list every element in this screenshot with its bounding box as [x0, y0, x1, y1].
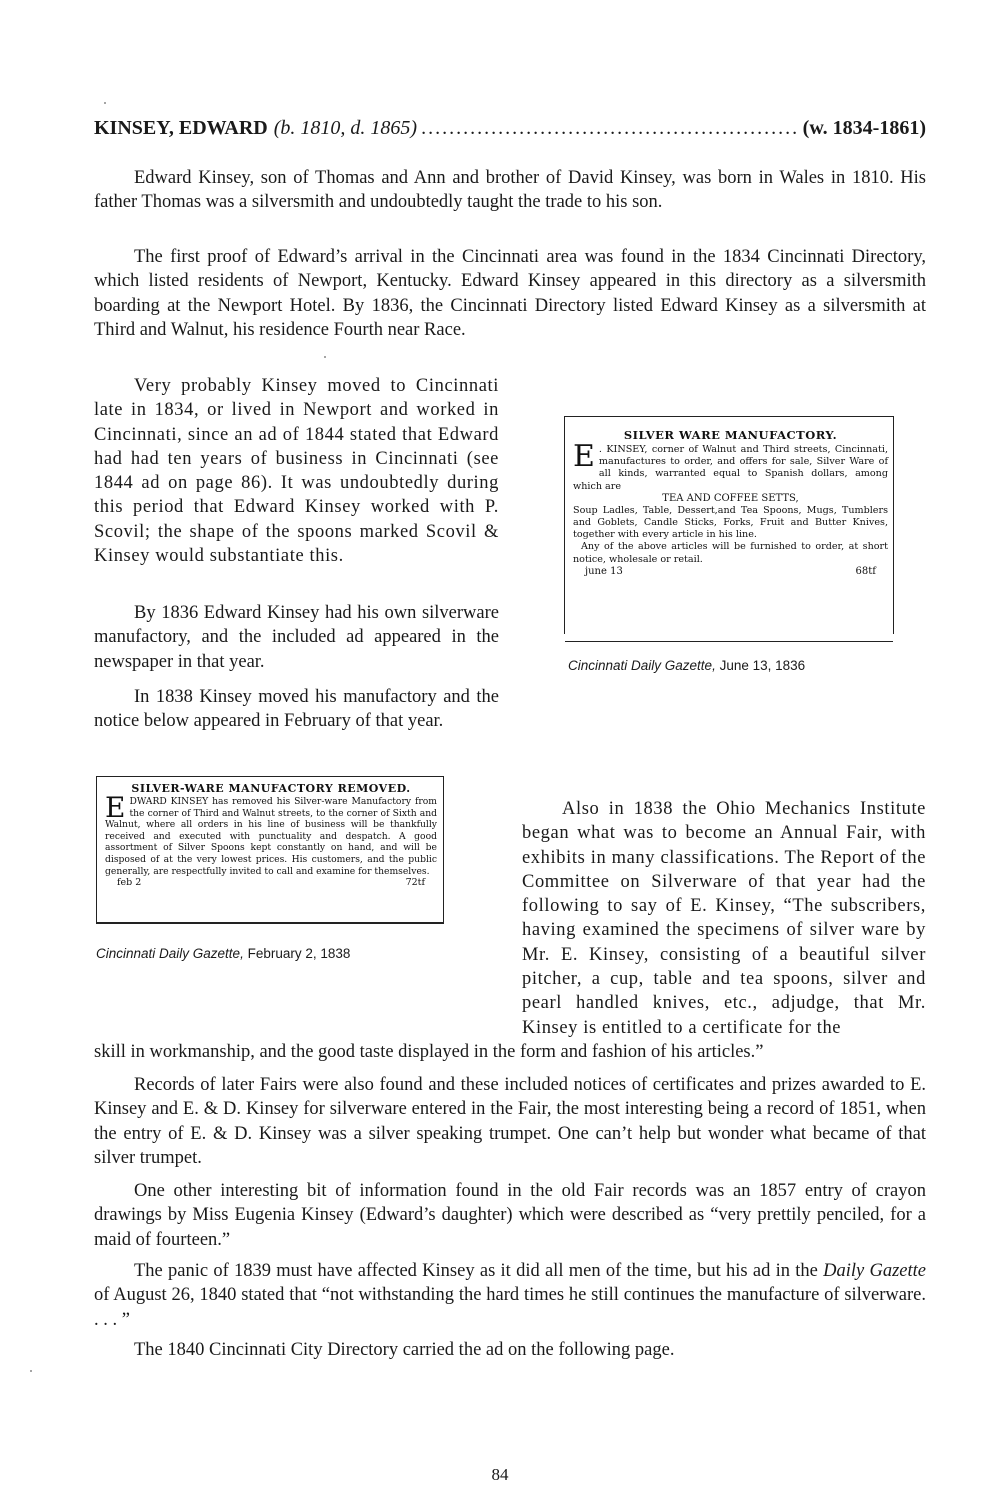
caption-1836	[568, 658, 805, 673]
paragraph-mechanics-institute-end: skill in workmanship, and the good taste displayed in the form and fashion of his articles.”	[94, 1042, 764, 1062]
ad-items: Soup Ladles, Table, Dessert,and Tea Spoons, Mugs, Tumblers and Goblets, Candle Sticks, Forks, Fruit and Butter Knives, together with every article in his line.	[573, 504, 888, 541]
print-speck	[104, 102, 106, 104]
clipping-rule	[97, 922, 443, 924]
ad-dropcap: E	[573, 439, 595, 474]
paragraph-panic-1839	[94, 1259, 926, 1332]
ad-body	[573, 439, 888, 493]
paragraph-manufactory: By 1836 Edward Kinsey had his own silverware manufactory, and the included ad appeared in the newspaper in that year.	[94, 603, 499, 672]
ad-code: 72tf	[405, 877, 425, 889]
ad-text: DWARD KINSEY has removed his Silver-ware Manufactory from the corner of Third and Walnut streets, to the corner of Sixth and Walnut, where all orders in his line of business will be thankfully received and executed with punctuality and despatch. A good assortment of Silver Spoons kept constantly on hand, and will be disposed of at the very lowest prices. His customers, and the public generally, are respectfully invited to call and examine for themselves.	[105, 796, 437, 877]
print-speck	[30, 1370, 32, 1372]
ad-text: . KINSEY, corner of Walnut and Third streets, Cincinnati, manufactures to order, and offers for sale, Silver Ware of all kinds, warranted equal to Spanish dollars, among which are	[573, 444, 888, 492]
ad-code: 68tf	[855, 565, 876, 577]
ad-date: june 13	[585, 565, 623, 577]
clipping-rule	[565, 641, 893, 642]
paragraph-1840-directory: The 1840 Cincinnati City Directory carried the ad on the following page.	[134, 1340, 675, 1360]
ad-closing: Any of the above articles will be furnished to order, at short notice, wholesale or retail.	[573, 541, 888, 565]
panic-text-end: of August 26, 1840 stated that “not withstanding the hard times he still continues the manufacture of silverware. . . . ”	[94, 1285, 926, 1330]
leader-dots	[421, 117, 799, 140]
paragraph-birth: Edward Kinsey, son of Thomas and Ann and brother of David Kinsey, was born in Wales in 1810. His father Thomas was a silversmith and undoubtedly taught the trade to his son.	[94, 168, 926, 213]
paragraph-newport: Very probably Kinsey moved to Cincinnati late in 1834, or lived in Newport and worked in Cincinnati, since an ad of 1844 stated that Edward had had ten years of business in Cincinnati (see 1844 ad on page 86). It was undoubtedly during this period that Edward Kinsey worked with P. Scovil; the shape of the spoons marked Scovil & Kinsey would substantiate this.	[94, 376, 499, 567]
print-speck	[324, 356, 326, 358]
ad-footer	[573, 566, 888, 577]
paragraph-later-fairs: Records of later Fairs were also found and these included notices of certificates and prizes awarded to E. Kinsey and E. & D. Kinsey for silverware entered in the Fair, the most interesting being a record of 1851, when the entry of E. & D. Kinsey was a silver speaking trumpet. One can’t help but wonder what became of that silver trumpet.	[94, 1075, 926, 1168]
ad-title: SILVER WARE MANUFACTORY.	[623, 428, 838, 442]
paragraph-mechanics-institute: Also in 1838 the Ohio Mechanics Institute began what was to become an Annual Fair, with exhibits in many classifications. The Report of the Committee on Silverware of that year had the following to say of E. Kinsey, “The subscribers, having examined the specimens of silver ware by Mr. E. Kinsey, consisting of a beautiful silver pitcher, a cup, table and tea spoons, silver and pearl handled knives, etc., adjudge, that Mr. Kinsey is entitled to a certificate for the	[522, 799, 926, 1038]
ad-dropcap: E	[105, 791, 126, 824]
page-number: 84	[491, 1465, 509, 1484]
paragraph-eugenia: One other interesting bit of information found in the old Fair records was an 1857 entry of crayon drawings by Miss Eugenia Kinsey (Edward’s daughter) which were described as “very prettily penciled, for a maid of fourteen.”	[94, 1181, 926, 1250]
ad-title: SILVER-WARE MANUFACTORY REMOVED.	[131, 782, 411, 795]
entry-life-dates: (b. 1810, d. 1865)	[273, 117, 418, 139]
caption-paper: Cincinnati Daily Gazette,	[568, 658, 716, 673]
entry-working-years: (w. 1834-1861)	[802, 117, 926, 139]
ad-footer	[105, 877, 437, 888]
clipping-rule	[97, 776, 443, 777]
paragraph-directory: The first proof of Edward’s arrival in the Cincinnati area was found in the 1834 Cincinnati Directory, which listed residents of Newport, Kentucky. Edward Kinsey appeared in this directory as a silversmith boarding at the Newport Hotel. By 1836, the Cincinnati Directory listed Edward Kinsey as a silversmith at Third and Walnut, his residence Fourth near Race.	[94, 247, 926, 340]
panic-newspaper-title: Daily Gazette	[823, 1261, 926, 1281]
advertisement-1838	[96, 776, 444, 924]
caption-date: June 13, 1836	[719, 658, 806, 673]
panic-text-start: The panic of 1839 must have affected Kinsey as it did all men of the time, but his ad in the	[134, 1261, 824, 1281]
caption-1838	[96, 946, 350, 961]
advertisement-1836	[564, 416, 894, 634]
ad-subhead: TEA AND COFFEE SETTS,	[662, 492, 799, 504]
clipping-rule	[565, 416, 893, 417]
caption-paper: Cincinnati Daily Gazette,	[96, 946, 244, 961]
caption-date: February 2, 1838	[247, 946, 351, 961]
paragraph-move-1838: In 1838 Kinsey moved his manufactory and the notice below appeared in February of that year.	[94, 687, 499, 732]
ad-body	[105, 791, 437, 877]
entry-heading	[94, 117, 926, 140]
entry-name: KINSEY, EDWARD	[94, 117, 268, 139]
ad-date: feb 2	[117, 877, 142, 889]
